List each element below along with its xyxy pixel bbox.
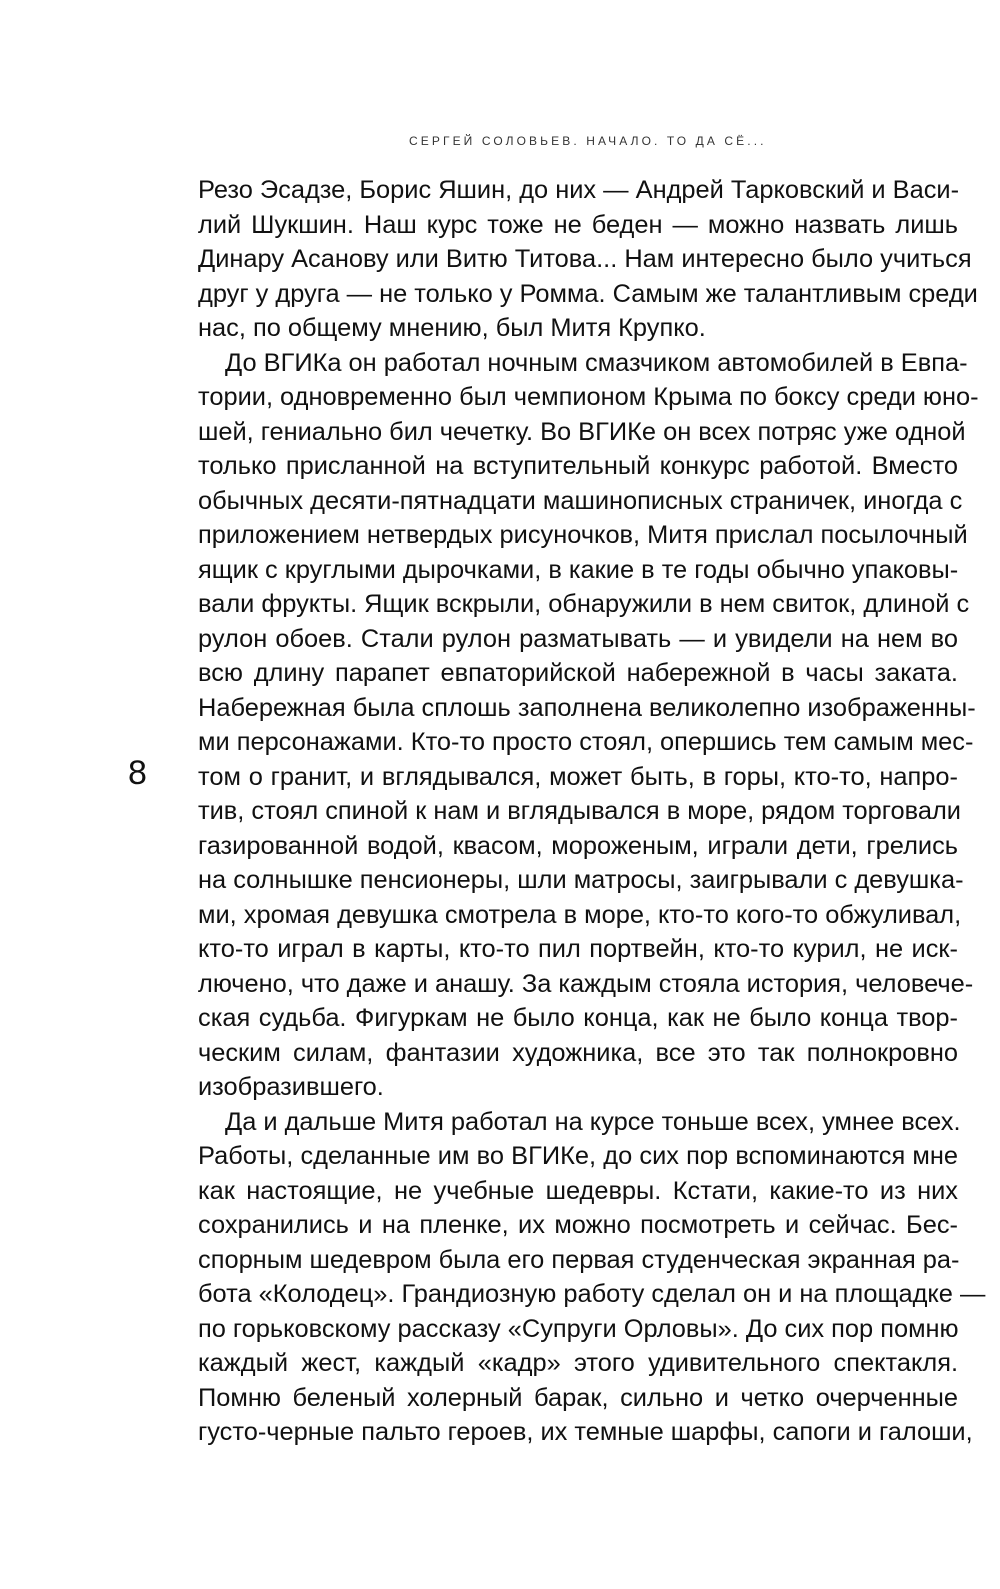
body-text [198, 173, 986, 1450]
text-line: вали фрукты. Ящик вскрыли, обнаружили в нем свиток, длиной с [198, 590, 970, 618]
text-line: шей, гениально бил чечетку. Во ВГИКе он всех потряс уже одной [198, 417, 966, 446]
text-line: бота «Колодец». Грандиозную работу сделал он и на площадке — [198, 1280, 986, 1308]
text-line: ми персонажами. Кто-то просто стоял, опершись тем самым мес- [198, 728, 974, 756]
text-line: ящик с круглыми дырочками, в какие в те годы обычно упаковы- [198, 555, 959, 584]
text-line: кто-то играл в карты, кто-то пил портвейн, кто-то курил, не иск- [198, 935, 958, 963]
text-line: До ВГИКа он работал ночным смазчиком автомобилей в Евпа- [225, 348, 968, 377]
running-header: СЕРГЕЙ СОЛОВЬЕВ. НАЧАЛО. ТО ДА СЁ... [409, 134, 767, 148]
text-line: только присланной на вступительный конкурс работой. Вместо [198, 452, 958, 480]
text-line: на солнышке пенсионеры, шли матросы, заигрывали с девушка- [198, 866, 964, 894]
text-line: ми, хромая девушка смотрела в море, кто-то кого-то обжуливал, [198, 900, 962, 929]
text-line: приложением нетвердых рисуночков, Митя прислал посылочный [198, 521, 968, 549]
paragraph-2 [198, 346, 979, 1105]
text-line: ская судьба. Фигуркам не было конца, как не было конца твор- [198, 1004, 958, 1032]
text-line: каждый жест, каждый «кадр» этого удивительного спектакля. [198, 1349, 958, 1377]
text-line: по горьковскому рассказу «Супруги Орловы». До сих пор помню [198, 1314, 959, 1343]
text-line: Помню беленый холерный барак, сильно и четко очерченные [198, 1383, 958, 1412]
page-number: 8 [128, 754, 147, 792]
text-line: рулон обоев. Стали рулон разматывать — и увидели на нем во [198, 624, 958, 653]
text-line: друг у друга — не только у Ромма. Самым же талантливым среди [198, 279, 978, 308]
text-line: как настоящие, не учебные шедевры. Кстати, какие-то из них [198, 1176, 958, 1205]
text-line: обычных десяти-пятнадцати машинописных страничек, иногда с [198, 486, 963, 515]
text-line: газированной водой, квасом, мороженым, играли дети, грелись [198, 831, 958, 860]
text-line: нас, по общему мнению, был Митя Крупко. [198, 314, 706, 342]
text-line: лий Шукшин. Наш курс тоже не беден — можно назвать лишь [198, 210, 958, 239]
text-line: спорным шедевром была его первая студенческая экранная ра- [198, 1245, 960, 1274]
text-line: Набережная была сплошь заполнена великолепно изображенны- [198, 693, 976, 722]
text-line: всю длину парапет евпаторийской набережной в часы заката. [198, 659, 958, 687]
text-line: ческим силам, фантазии художника, все это так полнокровно [198, 1038, 958, 1067]
text-line: изобразившего. [198, 1073, 384, 1101]
text-line: густо-черные пальто героев, их темные шарфы, сапоги и галоши, [198, 1418, 973, 1446]
text-line: лючено, что даже и анашу. За каждым стояла история, человече- [198, 969, 974, 998]
text-line: тив, стоял спиной к нам и вглядывался в море, рядом торговали [198, 797, 961, 825]
text-line: Да и дальше Митя работал на курсе тоньше всех, умнее всех. [225, 1107, 961, 1136]
text-line: сохранились и на пленке, их можно посмотреть и сейчас. Бес- [198, 1211, 958, 1239]
paragraph-1 [198, 173, 978, 346]
text-line: Резо Эсадзе, Борис Яшин, до них — Андрей Тарковский и Васи- [198, 176, 960, 204]
text-line: тории, одновременно был чемпионом Крыма по боксу среди юно- [198, 383, 979, 411]
paragraph-3 [198, 1105, 986, 1450]
text-line: Работы, сделанные им во ВГИКе, до сих пор вспоминаются мне [198, 1142, 958, 1170]
text-line: Динару Асанову или Витю Титова... Нам интересно было учиться [198, 245, 972, 273]
text-line: том о гранит, и вглядывался, может быть, в горы, кто-то, напро- [198, 762, 958, 791]
